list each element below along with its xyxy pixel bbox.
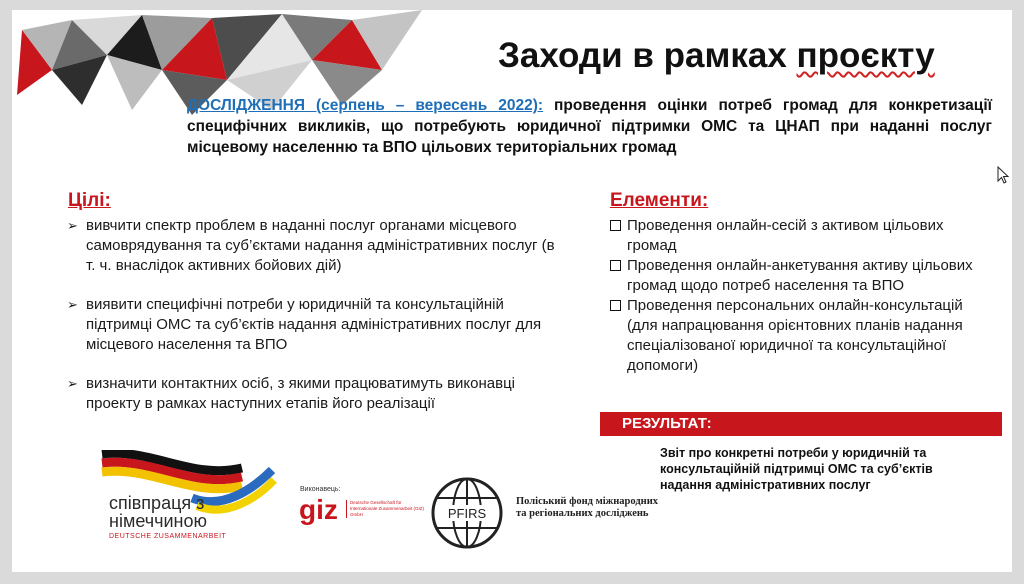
element-item: Проведення онлайн-сесій з активом цільових громад	[610, 216, 992, 256]
elements-list	[610, 216, 992, 376]
page-title: Заходи в рамках проєкту	[498, 36, 935, 75]
goal-item: ➢ визначити контактних осіб, з якими працюватимуть виконавці проекту в рамках наступних етапів його реалізації	[67, 375, 516, 412]
title-last-word: проєкту	[796, 36, 935, 75]
checkbox-bullet-icon	[610, 220, 621, 231]
research-lead: ДОСЛІДЖЕННЯ (серпень – вересень 2022):	[187, 97, 544, 114]
arrow-bullet-icon: ➢	[67, 376, 78, 391]
intro-paragraph	[187, 95, 992, 158]
mouse-cursor-icon	[997, 166, 1009, 184]
coop-logo-text: співпраця з німеччиною	[109, 493, 207, 531]
intro-text: проведення оцінки потреб громад для конкретизації специфічних викликів, що потребують юридичної підтримки ОМС та ЦНАП при наданні послуг місцевому населенню та ВПО цільових територіальних громад	[187, 97, 992, 156]
result-text: Звіт про конкретні потреби у юридичній та консультаційній підтримці ОМС та суб’єктів надання адміністративних послуг	[660, 446, 933, 492]
pfirs-name: Поліський фонд міжнародних та регіональних досліджень	[516, 496, 659, 519]
result-banner: РЕЗУЛЬТАТ:	[600, 412, 1002, 436]
checkbox-bullet-icon	[610, 260, 621, 271]
goal-item: ➢ вивчити спектр проблем в наданні послуг органами місцевого самоврядування та суб’єктами надання адміністративних послуг (в т. ч. внаслідок активних бойових дій)	[67, 217, 555, 274]
element-item: Проведення персональних онлайн-консультацій (для напрацювання орієнтовних планів надання спеціалізованої юридичної та консультаційної допомоги)	[610, 296, 992, 376]
goals-list	[67, 216, 567, 414]
giz-logo: giz	[299, 494, 338, 525]
giz-label: Виконавець:	[300, 486, 341, 493]
slide	[12, 10, 1012, 572]
checkbox-bullet-icon	[610, 300, 621, 311]
arrow-bullet-icon: ➢	[67, 297, 78, 312]
coop-logo-subtitle: DEUTSCHE ZUSAMMENARBEIT	[109, 533, 227, 540]
goal-item: ➢ виявити специфічні потреби у юридичній та консультаційній підтримці ОМС та суб’єктів надання адміністративних послуг для місцевого населення та ВПО	[67, 296, 542, 353]
elements-heading: Елементи:	[610, 190, 709, 211]
pfirs-logo-text: PFIRS	[447, 506, 487, 521]
giz-description: Deutsche Gesellschaft für Internationale Zusammenarbeit (GIZ) GmbH	[346, 500, 426, 518]
arrow-bullet-icon: ➢	[67, 218, 78, 233]
element-item: Проведення онлайн-анкетування активу цільових громад щодо потреб населення та ВПО	[610, 256, 992, 296]
pfirs-globe-logo	[430, 476, 504, 550]
goals-heading: Цілі:	[68, 190, 111, 211]
